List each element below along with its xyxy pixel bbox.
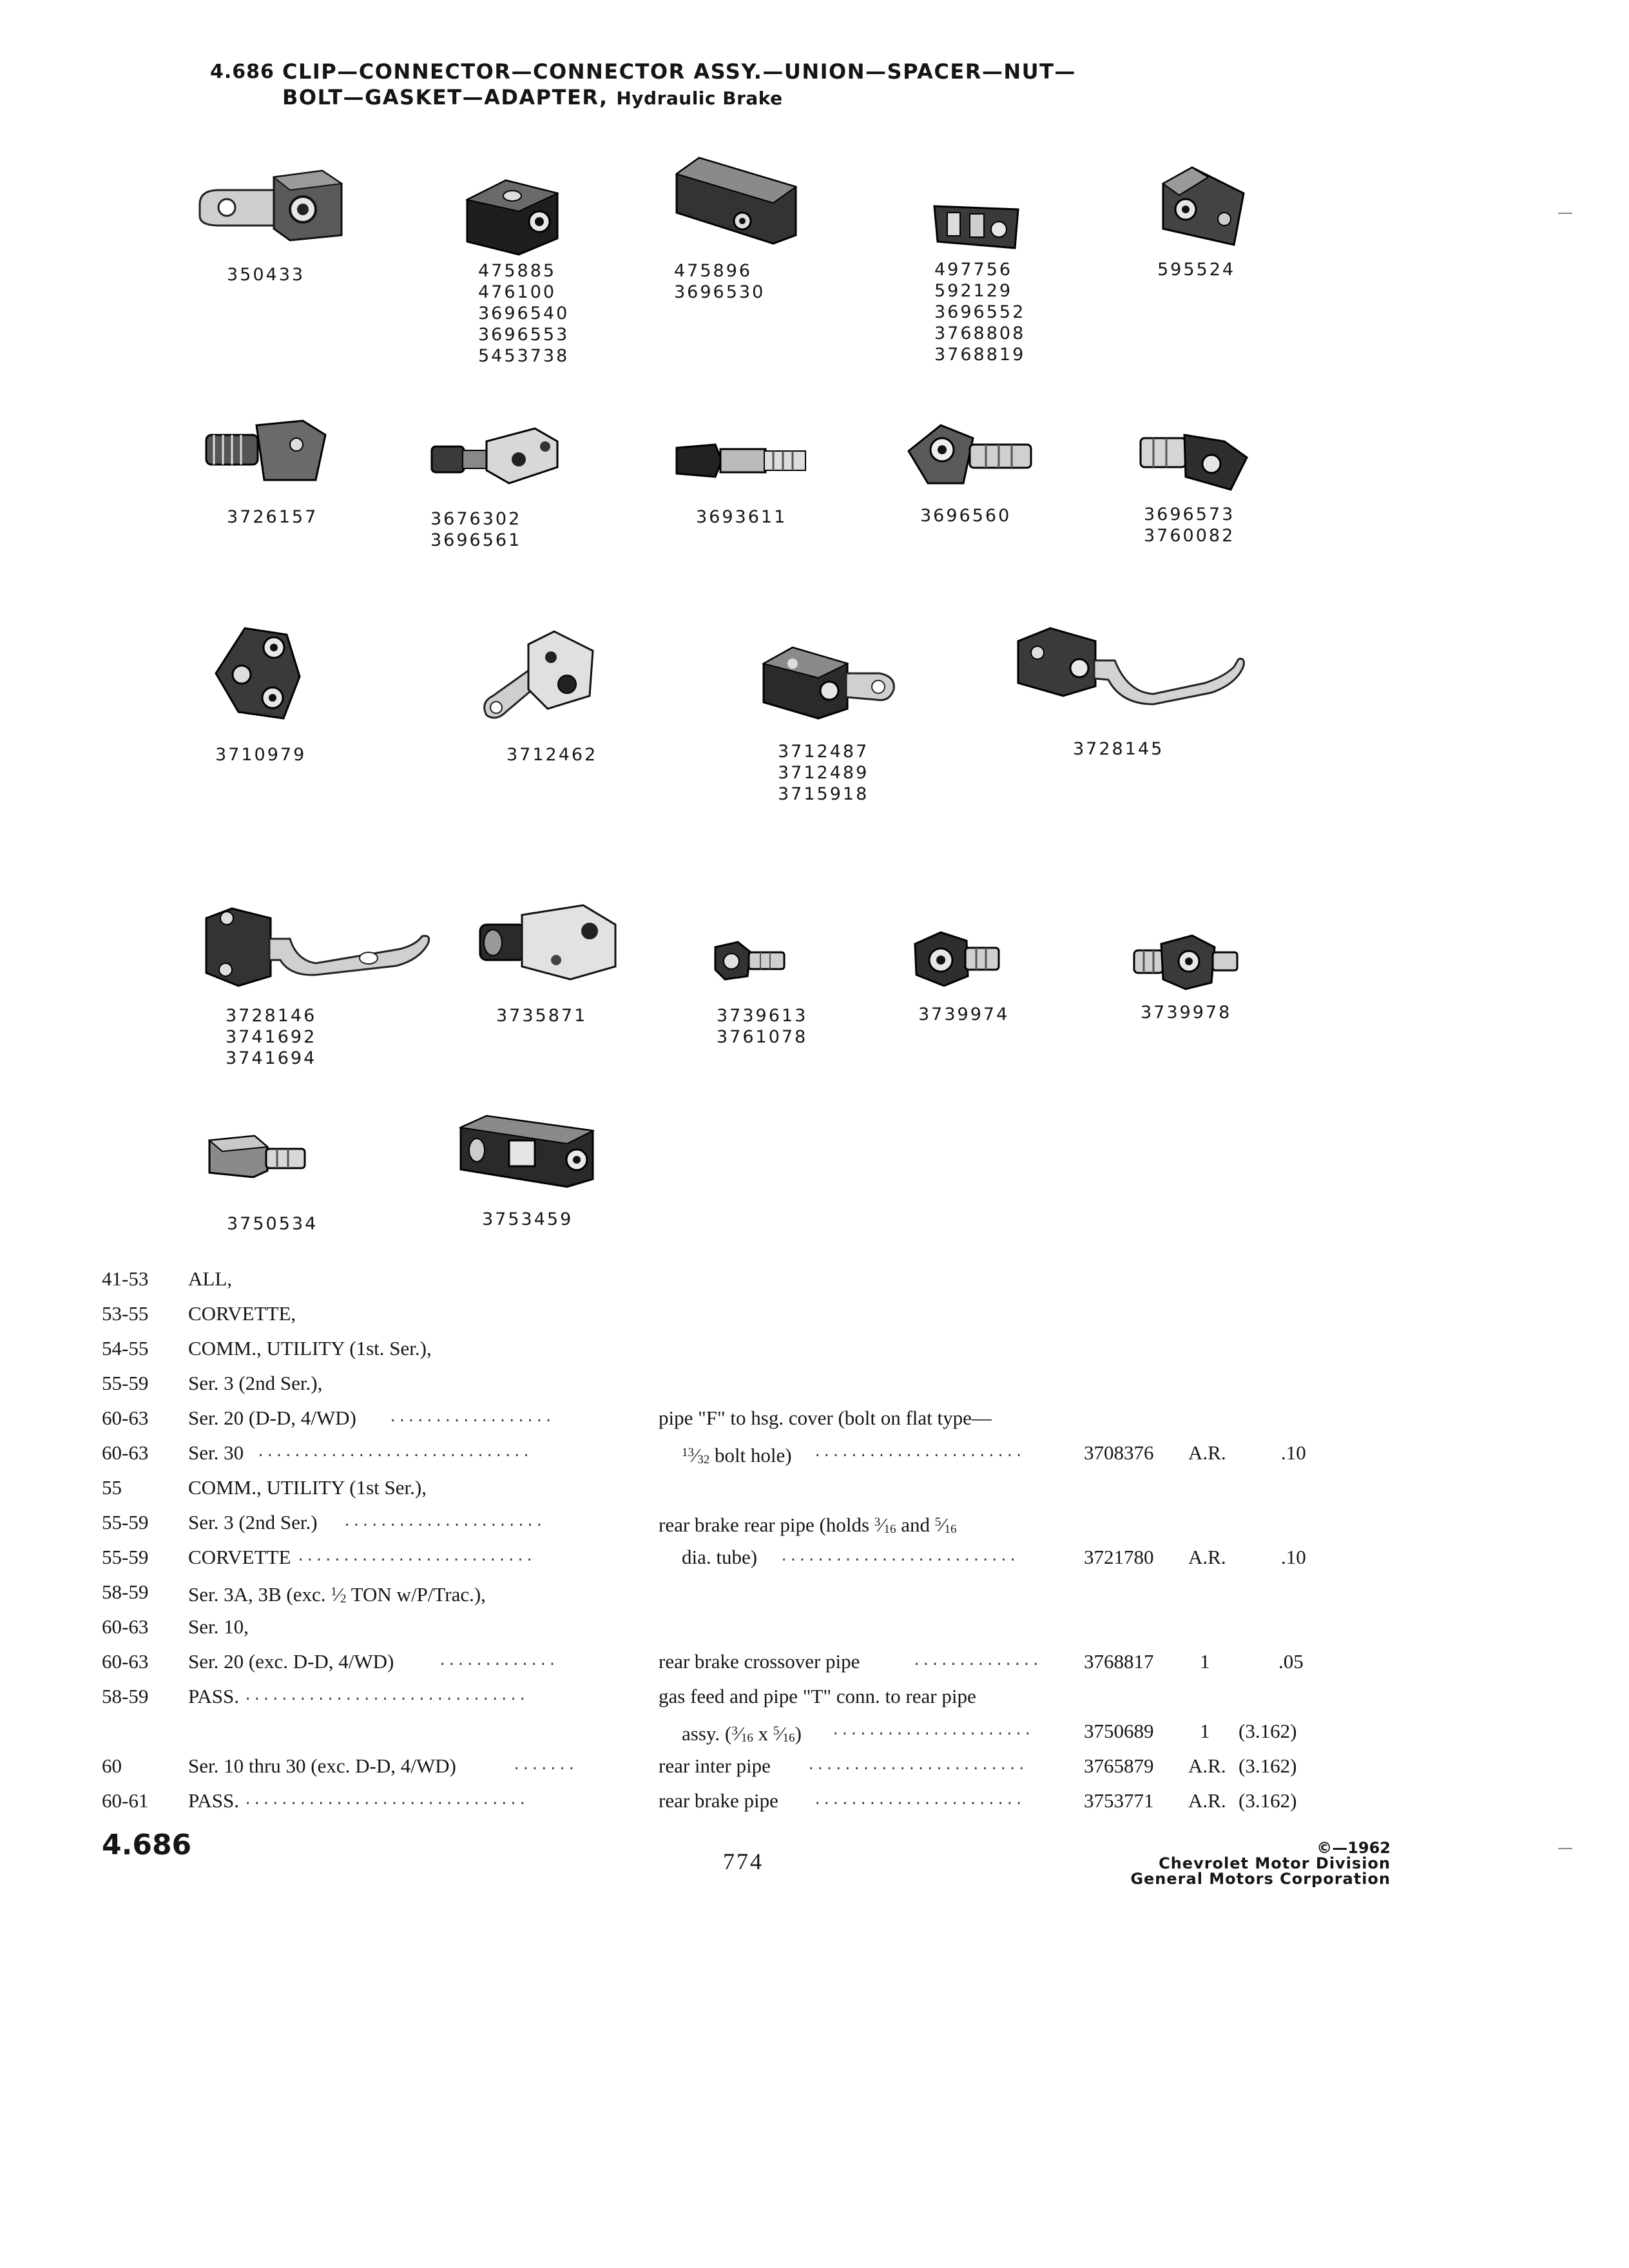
model: Ser. 30 bbox=[188, 1441, 244, 1464]
copyright: ©—1962 bbox=[1316, 1839, 1391, 1857]
part-number: 3739974 bbox=[918, 1004, 1010, 1024]
application-row bbox=[0, 1506, 1629, 1539]
part-numbers-3753459 bbox=[482, 1209, 573, 1230]
quantity: A.R. bbox=[1188, 1546, 1226, 1568]
description: dia. tube) bbox=[682, 1546, 758, 1568]
price: (3.162) bbox=[1239, 1754, 1297, 1777]
application-row bbox=[0, 1263, 1629, 1295]
square-connector-block-icon bbox=[461, 174, 564, 258]
model: Ser. 10 thru 30 (exc. D-D, 4/WD) bbox=[188, 1754, 456, 1777]
bracket-connector-icon bbox=[477, 625, 599, 728]
leader-dots: .......................... bbox=[780, 1549, 1018, 1565]
years: 60-63 bbox=[102, 1650, 149, 1673]
years: 60-63 bbox=[102, 1407, 149, 1429]
years: 41-53 bbox=[102, 1267, 149, 1290]
leader-dots: .................. bbox=[389, 1410, 554, 1426]
years: 60-61 bbox=[102, 1789, 149, 1812]
part-number: 3715918 bbox=[778, 784, 869, 804]
description: rear brake crossover pipe bbox=[659, 1650, 860, 1673]
model: COMM., UTILITY (1st. Ser.), bbox=[188, 1337, 432, 1360]
application-row bbox=[0, 1541, 1629, 1573]
brake-clip-block-icon bbox=[193, 164, 348, 248]
part-numbers-3712487 bbox=[778, 741, 869, 805]
part-number: 3768817 bbox=[1084, 1650, 1154, 1673]
part-number: 3728146 bbox=[226, 1006, 317, 1026]
years: 53-55 bbox=[102, 1302, 149, 1325]
years: 58-59 bbox=[102, 1685, 149, 1707]
threaded-adapter-icon bbox=[200, 416, 329, 486]
three-way-connector-icon bbox=[209, 622, 306, 725]
part-number: 3708376 bbox=[1084, 1441, 1154, 1464]
leader-dots: ...................... bbox=[831, 1723, 1033, 1739]
leader-dots: ....... bbox=[512, 1758, 577, 1774]
price: .10 bbox=[1281, 1546, 1306, 1568]
part-numbers-3728145 bbox=[1073, 738, 1164, 760]
part-number: 3765879 bbox=[1084, 1754, 1154, 1777]
part-number: 3712462 bbox=[506, 745, 598, 765]
angle-connector-icon bbox=[1134, 422, 1250, 493]
part-number: 3696561 bbox=[430, 530, 522, 550]
part-number: 3696552 bbox=[934, 302, 1026, 322]
model: PASS. bbox=[188, 1789, 240, 1812]
section-title-line-2 bbox=[282, 85, 783, 110]
part-number: 5453738 bbox=[478, 346, 570, 366]
part-number: 3696573 bbox=[1144, 505, 1235, 524]
part-number: 3750534 bbox=[227, 1214, 318, 1234]
years: 55 bbox=[102, 1476, 122, 1499]
quantity: A.R. bbox=[1188, 1754, 1226, 1777]
description: pipe "F" to hsg. cover (bolt on flat type— bbox=[659, 1407, 992, 1429]
quantity: A.R. bbox=[1188, 1441, 1226, 1464]
margin-mark bbox=[1558, 213, 1572, 214]
part-number: 3676302 bbox=[430, 509, 522, 529]
part-number: 3696530 bbox=[674, 282, 766, 302]
part-number: 3710979 bbox=[215, 745, 307, 765]
part-numbers-475896 bbox=[674, 260, 765, 303]
model: Ser. 20 (D-D, 4/WD) bbox=[188, 1407, 356, 1429]
part-numbers-3728146 bbox=[226, 1005, 316, 1069]
part-number: 497756 bbox=[934, 260, 1013, 280]
part-number: 3753459 bbox=[482, 1209, 574, 1229]
application-row bbox=[0, 1332, 1629, 1365]
price: .05 bbox=[1278, 1650, 1304, 1673]
part-number: 3693611 bbox=[696, 507, 787, 527]
leader-dots: ............................... bbox=[244, 1688, 528, 1704]
leader-dots: ........................ bbox=[807, 1758, 1027, 1774]
hex-adapter-icon bbox=[909, 925, 1005, 989]
part-numbers-3750534 bbox=[227, 1213, 318, 1235]
connector-with-long-clip-icon bbox=[1012, 622, 1250, 718]
model: PASS. bbox=[188, 1685, 240, 1707]
part-number: 3768819 bbox=[934, 345, 1026, 365]
part-numbers-350433 bbox=[227, 264, 305, 285]
section-title-main: BOLT—GASKET—ADAPTER, bbox=[282, 85, 608, 110]
description: rear brake rear pipe (holds $^3⁄_{16}$ and $^5⁄_{16}$ bbox=[659, 1514, 957, 1536]
price: (3.162) bbox=[1239, 1720, 1297, 1742]
angled-connector-block-icon bbox=[1153, 164, 1250, 248]
years: 54-55 bbox=[102, 1337, 149, 1360]
part-number: 3741692 bbox=[226, 1027, 317, 1047]
quantity: 1 bbox=[1200, 1720, 1210, 1742]
long-connector-block-icon bbox=[670, 155, 799, 245]
part-number: 3750689 bbox=[1084, 1720, 1154, 1742]
leader-dots: ...................... bbox=[343, 1514, 545, 1530]
part-number: 3728145 bbox=[1073, 739, 1164, 759]
part-number: 3760082 bbox=[1144, 526, 1235, 546]
part-number: 3696540 bbox=[478, 303, 570, 323]
part-number: 3726157 bbox=[227, 507, 318, 527]
part-numbers-3696560 bbox=[920, 505, 1011, 526]
part-numbers-595524 bbox=[1157, 259, 1235, 280]
part-number: 3741694 bbox=[226, 1048, 317, 1068]
description: gas feed and pipe "T" conn. to rear pipe bbox=[659, 1685, 976, 1707]
angle-union-icon bbox=[902, 419, 1037, 490]
years: 58-59 bbox=[102, 1581, 149, 1603]
section-number: 4.686 bbox=[210, 61, 275, 83]
division-name: Chevrolet Motor Division bbox=[1159, 1854, 1391, 1872]
description: assy. ($^3⁄_{16}$ x $^5⁄_{16}$) bbox=[682, 1722, 802, 1745]
application-row bbox=[0, 1785, 1629, 1817]
years: 55-59 bbox=[102, 1372, 149, 1394]
description: rear inter pipe bbox=[659, 1754, 771, 1777]
part-numbers-3696573 bbox=[1144, 504, 1235, 546]
model: Ser. 3A, 3B (exc. $^1⁄_2$ TON w/P/Trac.), bbox=[188, 1583, 486, 1606]
connector-with-tab-icon bbox=[757, 638, 899, 722]
application-row bbox=[0, 1367, 1629, 1399]
leader-dots: .............. bbox=[912, 1653, 1041, 1669]
part-numbers-475885 bbox=[478, 260, 569, 367]
quantity: A.R. bbox=[1188, 1789, 1226, 1812]
model: Ser. 3 (2nd Ser.), bbox=[188, 1372, 323, 1394]
quantity: 1 bbox=[1200, 1650, 1210, 1673]
part-number: 475885 bbox=[478, 261, 557, 281]
application-row bbox=[0, 1715, 1629, 1747]
part-numbers-3712462 bbox=[506, 744, 597, 765]
years: 60-63 bbox=[102, 1615, 149, 1638]
part-number: 3739613 bbox=[717, 1006, 808, 1026]
section-title-line-1: CLIP—CONNECTOR—CONNECTOR ASSY.—UNION—SPACER—NUT— bbox=[282, 59, 1076, 84]
part-numbers-3693611 bbox=[696, 506, 787, 528]
double-connector-icon bbox=[451, 1108, 599, 1192]
section-title-sub: Hydraulic Brake bbox=[616, 88, 783, 109]
tube-connector-icon bbox=[425, 422, 561, 486]
part-numbers-3739613 bbox=[717, 1005, 807, 1048]
application-row bbox=[0, 1680, 1629, 1713]
part-number: 3721780 bbox=[1084, 1546, 1154, 1568]
t-connector-icon bbox=[928, 193, 1025, 255]
part-numbers-3739974 bbox=[918, 1004, 1009, 1025]
model: ALL, bbox=[188, 1267, 233, 1290]
part-number: 3712487 bbox=[778, 742, 869, 762]
leader-dots: ............. bbox=[438, 1653, 557, 1669]
description: $^{13}⁄_{32}$ bolt hole) bbox=[682, 1444, 792, 1466]
part-numbers-3710979 bbox=[215, 744, 306, 765]
price: (3.162) bbox=[1239, 1789, 1297, 1812]
part-numbers-3739978 bbox=[1141, 1002, 1231, 1023]
block-adapter-icon bbox=[474, 899, 622, 983]
part-number: 3739978 bbox=[1141, 1003, 1232, 1023]
application-row bbox=[0, 1576, 1629, 1608]
part-number: 350433 bbox=[227, 265, 305, 285]
small-adapter-icon bbox=[709, 934, 793, 986]
application-row bbox=[0, 1298, 1629, 1330]
part-numbers-3676302 bbox=[430, 508, 521, 551]
part-numbers-3735871 bbox=[496, 1005, 587, 1026]
part-numbers-3726157 bbox=[227, 506, 318, 528]
model: COMM., UTILITY (1st Ser.), bbox=[188, 1476, 427, 1499]
model: Ser. 10, bbox=[188, 1615, 249, 1638]
part-number: 3768808 bbox=[934, 323, 1026, 343]
years: 60-63 bbox=[102, 1441, 149, 1464]
part-number: 476100 bbox=[478, 282, 557, 302]
part-number: 3761078 bbox=[717, 1027, 808, 1047]
leader-dots: ....................... bbox=[813, 1792, 1024, 1809]
application-row bbox=[0, 1472, 1629, 1504]
application-row bbox=[0, 1611, 1629, 1643]
model: CORVETTE bbox=[188, 1546, 291, 1568]
leader-dots: ....................... bbox=[813, 1445, 1024, 1461]
application-row bbox=[0, 1750, 1629, 1782]
leader-dots: ............................... bbox=[244, 1792, 528, 1809]
price: .10 bbox=[1281, 1441, 1306, 1464]
description: rear brake pipe bbox=[659, 1789, 778, 1812]
connector-with-strap-icon bbox=[200, 899, 432, 995]
years: 55-59 bbox=[102, 1546, 149, 1568]
margin-mark bbox=[1558, 1848, 1572, 1849]
application-row bbox=[0, 1646, 1629, 1678]
years: 55-59 bbox=[102, 1511, 149, 1533]
model: Ser. 3 (2nd Ser.) bbox=[188, 1511, 318, 1533]
application-row bbox=[0, 1437, 1629, 1469]
part-number: 595524 bbox=[1157, 260, 1236, 280]
page-number: 774 bbox=[723, 1849, 764, 1874]
part-number: 3735871 bbox=[496, 1006, 588, 1026]
part-numbers-497756 bbox=[934, 259, 1025, 365]
part-number: 3753771 bbox=[1084, 1789, 1154, 1812]
part-number: 3696560 bbox=[920, 506, 1012, 526]
application-row bbox=[0, 1402, 1629, 1434]
hex-nut-adapter-icon bbox=[203, 1124, 313, 1182]
model: CORVETTE, bbox=[188, 1302, 296, 1325]
leader-dots: .......................... bbox=[296, 1549, 535, 1565]
part-number: 3712489 bbox=[778, 763, 869, 783]
part-number: 475896 bbox=[674, 261, 753, 281]
part-number: 592129 bbox=[934, 281, 1013, 301]
union-nut-icon bbox=[1128, 928, 1244, 992]
corporation-name: General Motors Corporation bbox=[1130, 1870, 1391, 1888]
footer-section-number: 4.686 bbox=[102, 1829, 192, 1861]
years: 60 bbox=[102, 1754, 122, 1777]
union-bolt-icon bbox=[670, 435, 812, 486]
leader-dots: .............................. bbox=[256, 1445, 532, 1461]
model: Ser. 20 (exc. D-D, 4/WD) bbox=[188, 1650, 394, 1673]
part-number: 3696553 bbox=[478, 325, 570, 345]
